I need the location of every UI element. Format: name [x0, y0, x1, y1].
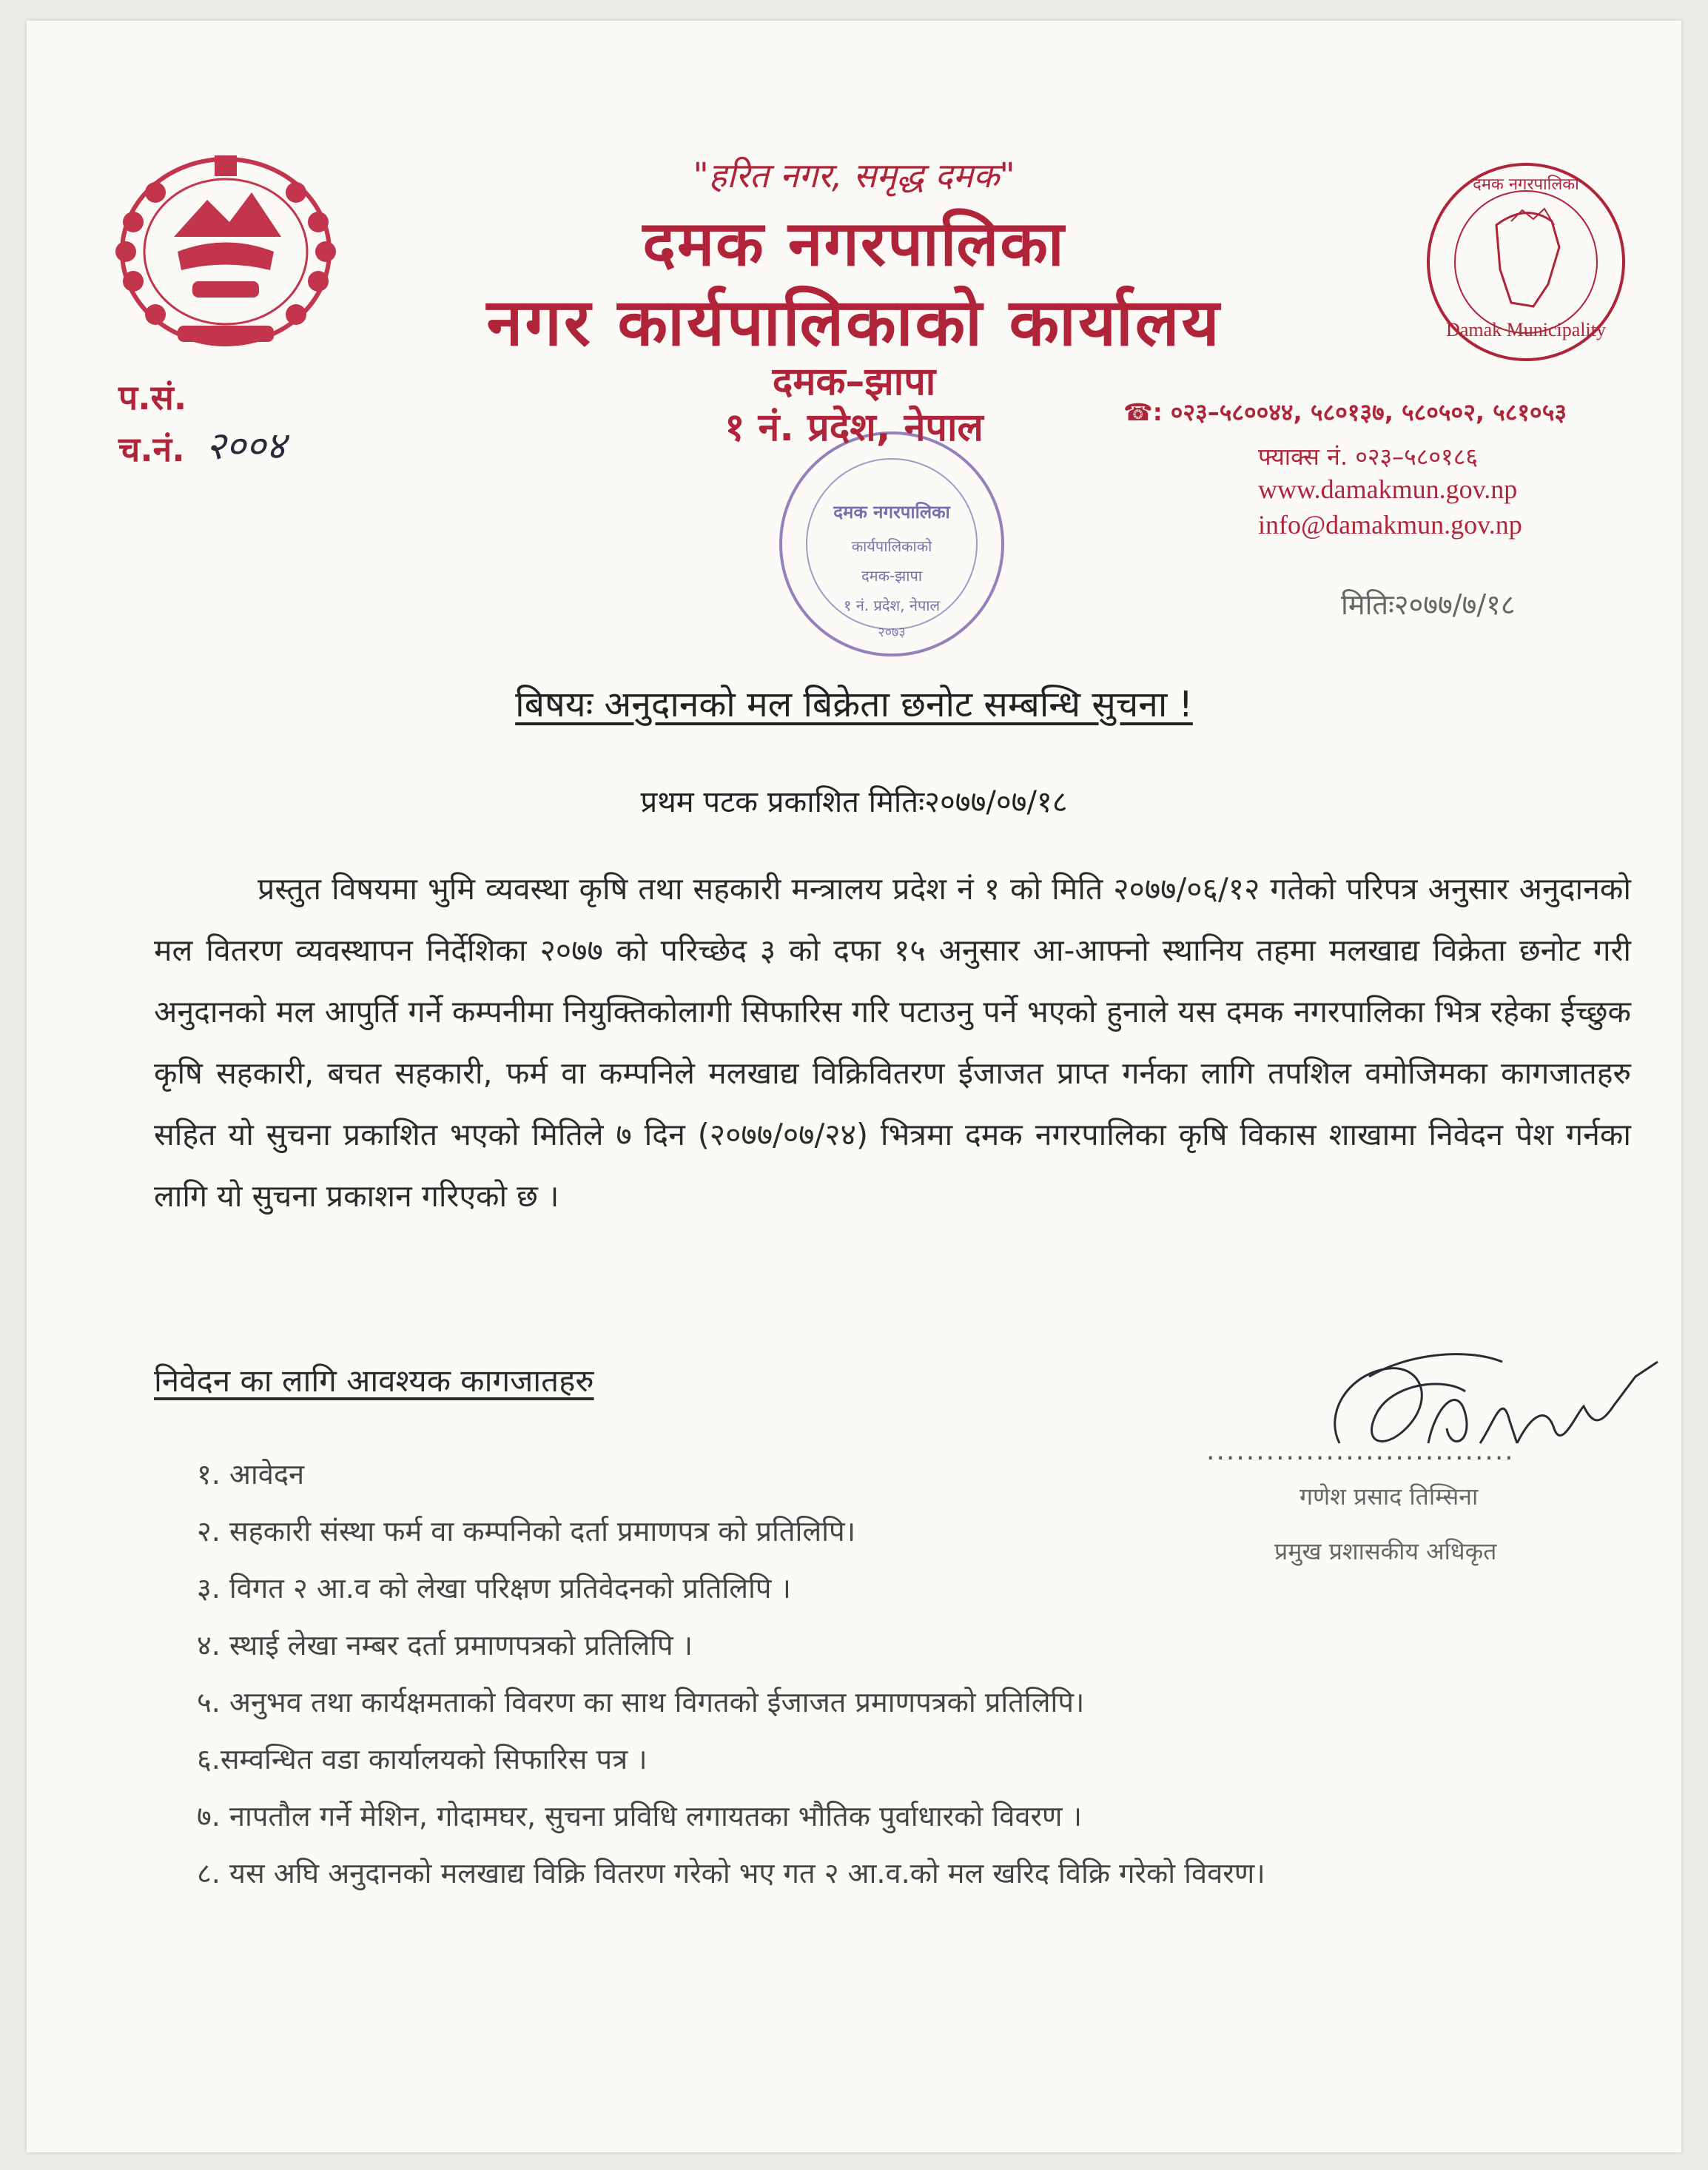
svg-text:१ नं. प्रदेश, नेपाल: १ नं. प्रदेश, नेपाल [843, 597, 941, 614]
slogan: "हरित नगर, समृद्ध दमक" [693, 155, 1015, 195]
letter-date: मितिः२०७७/७/१८ [1341, 588, 1516, 621]
list-item: २. सहकारी संस्था फर्म वा कम्पनिको दर्ता प्रमाणपत्र को प्रतिलिपि। [197, 1515, 855, 1548]
signatory-title: प्रमुख प्रशासकीय अधिकृत [1274, 1537, 1497, 1565]
requirements-heading: निवेदन का लागि आवश्यक कागजातहरु [154, 1363, 594, 1399]
phone-numbers: ☎: ०२३–५८००४४, ५८०१३७, ५८०५०२, ५८१०५३ [1123, 398, 1567, 426]
signatory-name: गणेश प्रसाद तिम्सिना [1300, 1482, 1479, 1511]
website-link[interactable]: www.damakmun.gov.np [1258, 474, 1518, 504]
office-stamp-icon [770, 422, 1014, 666]
seal-text-en: Damak Municipality [1446, 319, 1606, 340]
fax-number: फ्याक्स नं. ०२३–५८०१८६ [1258, 443, 1478, 471]
requirements-list [197, 1446, 1265, 1902]
subject-text: बिषयः अनुदानको मल बिक्रेता छनोट सम्बन्धि सुचना ! [515, 684, 1193, 725]
list-item: १. आवेदन [197, 1458, 305, 1491]
dispatch-number-label: च.नं. [118, 429, 185, 469]
list-item: ८. यस अघि अनुदानको मलखाद्य विक्रि वितरण गरेको भए गत २ आ.व.को मल खरिद विक्रि गरेको विवरण। [197, 1857, 1265, 1889]
svg-text:दमक-झापा: दमक-झापा [861, 567, 922, 585]
list-item: ७. नापतौल गर्ने मेशिन, गोदामघर, सुचना प्रविधि लगायतका भौतिक पुर्वाधारको विवरण । [197, 1800, 1082, 1833]
office-name: नगर कार्यपालिकाको कार्यालय [486, 284, 1222, 360]
list-item: ५. अनुभव तथा कार्यक्षमताको विवरण का साथ विगतको ईजाजत प्रमाणपत्रको प्रतिलिपि। [197, 1686, 1085, 1719]
dispatch-number-value: २००४ [206, 424, 286, 468]
province: १ नं. प्रदेश, नेपाल [724, 406, 984, 450]
first-published-date: प्रथम पटक प्रकाशित मितिः२०७७/०७/१८ [640, 785, 1068, 819]
signature-line: ............................... [1206, 1436, 1515, 1466]
subject-line [0, 679, 1708, 728]
seal-text: दमक नगरपालिका [1473, 175, 1579, 194]
list-item: ६.सम्वन्धित वडा कार्यालयको सिफारिस पत्र । [197, 1743, 648, 1776]
svg-text:कार्यपालिकाको: कार्यपालिकाको [851, 537, 932, 555]
municipality-name: दमक नगरपालिका [642, 207, 1066, 280]
list-item: ४. स्थाई लेखा नम्बर दर्ता प्रमाणपत्रको प्रतिलिपि । [197, 1629, 693, 1662]
letter-number-label: प.सं. [118, 377, 187, 417]
list-item: ३. विगत २ आ.व को लेखा परिक्षण प्रतिवेदनको प्रतिलिपि । [197, 1572, 791, 1605]
office-location: दमक–झापा [772, 360, 936, 404]
notice-body: प्रस्तुत विषयमा भुमि व्यवस्था कृषि तथा सहकारी मन्त्रालय प्रदेश नं १ को मिति २०७७/०६/१२ गतेको परिपत्र अनुसार अनुदानको मल वितरण व्यवस्थापन निर्देशिका २०७७ को परिच्छेद ३ को दफा १५ अनुसार आ-आफ्नो स्थानिय तहमा मलखाद्य विक्रेता छनोट गरी अनुदानको मल आपुर्ति गर्ने कम्पनीमा नियुक्तिकोलागी सिफारिस गरि पटाउनु पर्ने भएको हुनाले यस दमक नगरपालिका भित्र रहेका ईच्छुक कृषि सहकारी, बचत सहकारी, फर्म वा कम्पनिले मलखाद्य विक्रिवितरण ईजाजत प्राप्त गर्नका लागि तपशिल वमोजिमका कागजातहरु सहित यो सुचना प्रकाशित भएको मितिले ७ दिन (२०७७/०७/२४) भित्रमा दमक नगरपालिका कृषि विकास शाखामा निवेदन पेश गर्नका लागि यो सुचना प्रकाशन गरिएको छ । [154, 871, 1631, 1214]
svg-text:दमक नगरपालिका: दमक नगरपालिका [833, 502, 950, 523]
svg-text:२०७३: २०७३ [878, 625, 906, 640]
email-link[interactable]: info@damakmun.gov.np [1258, 510, 1522, 540]
